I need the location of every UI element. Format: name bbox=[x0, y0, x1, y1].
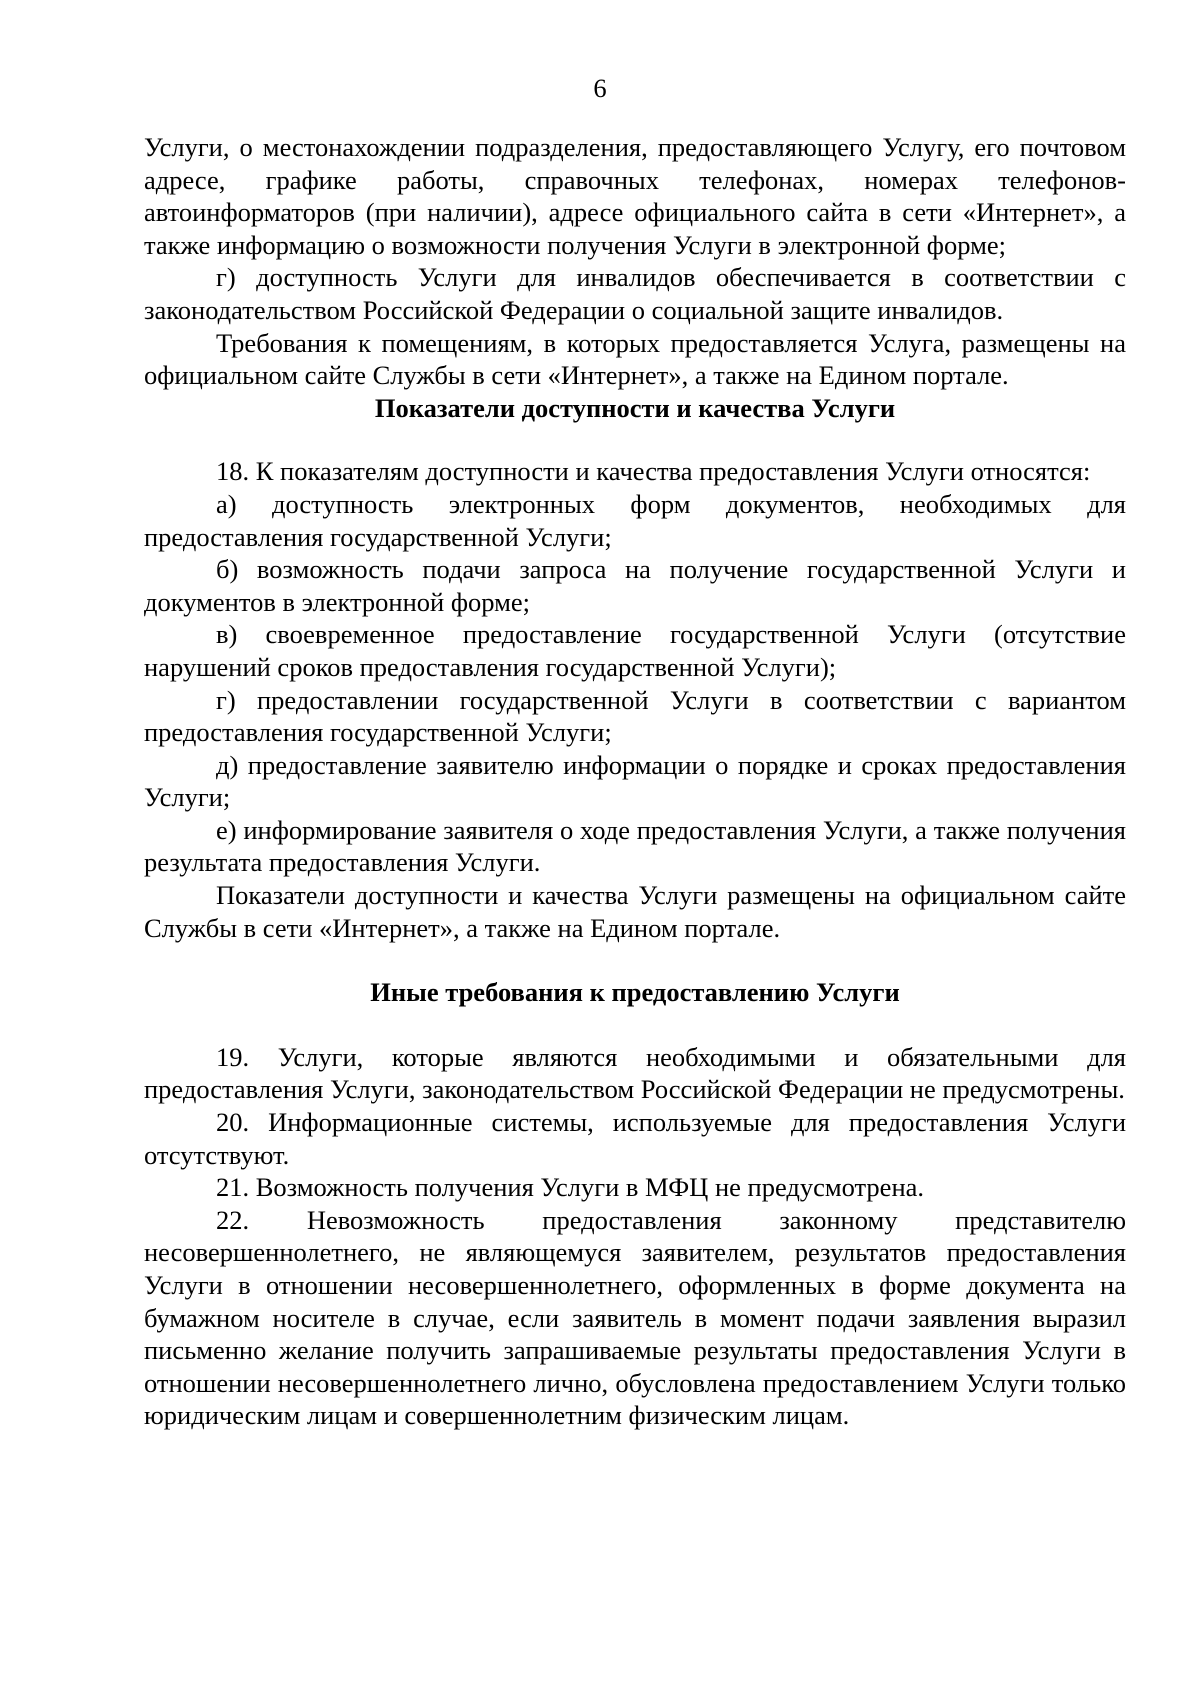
paragraph-19: 19. Услуги, которые являются необходимыми и обязательными для предоставления Услуги, законодательством Российской Федерации не предусмотрены. bbox=[144, 1041, 1126, 1105]
paragraph-21: 21. Возможность получения Услуги в МФЦ не предусмотрена. bbox=[216, 1172, 925, 1203]
paragraph-22: 22. Невозможность предоставления законному представителю несовершеннолетнего, не являющемуся заявителем, результатов предоставления Услуги в отношении несовершеннолетнего, оформленных в форме документа на бумажном носителе в случае, если заявитель в момент подачи заявления выразил письменно желание получить запрашиваемые результаты предоставления Услуги в отношении несовершеннолетнего лично, обусловлена предоставлением Услуги только юридическим лицам и совершеннолетним физическим лицам. bbox=[144, 1204, 1126, 1431]
section-heading-accessibility-quality: Показатели доступности и качества Услуги bbox=[374, 392, 896, 423]
paragraph-18-a: а) доступность электронных форм документов, необходимых для предоставления государственной Услуги; bbox=[144, 488, 1126, 552]
page-number: 6 bbox=[593, 73, 607, 103]
paragraph-item-g-accessibility: г) доступность Услуги для инвалидов обеспечивается в соответствии с законодательством Российской Федерации о социальной защите инвалидов. bbox=[144, 262, 1126, 325]
paragraph-20: 20. Информационные системы, используемые для предоставления Услуги отсутствуют. bbox=[144, 1107, 1126, 1170]
paragraph-indicators-published: Показатели доступности и качества Услуги размещены на официальном сайте Службы в сети «Интернет», а также на Едином портале. bbox=[144, 880, 1126, 943]
paragraph-18: 18. К показателям доступности и качества предоставления Услуги относятся: bbox=[216, 456, 1091, 487]
paragraph-continuation: Услуги, о местонахождении подразделения, предоставляющего Услугу, его почтовом адресе, графике работы, справочных телефонах, номерах телефонов-автоинформаторов (при наличии), адресе официального сайта в сети «Интернет», а также информацию о возможности получения Услуги в электронной форме; bbox=[144, 132, 1126, 260]
paragraph-18-e: е) информирование заявителя о ходе предоставления Услуги, а также получения результата предоставления Услуги. bbox=[144, 814, 1126, 878]
paragraph-premises-requirements: Требования к помещениям, в которых предоставляется Услуга, размещены на официальном сайте Службы в сети «Интернет», а также на Едином портале. bbox=[144, 327, 1126, 391]
paragraph-18-d: д) предоставление заявителю информации о порядке и сроках предоставления Услуги; bbox=[144, 749, 1126, 813]
paragraph-18-b: б) возможность подачи запроса на получение государственной Услуги и документов в электронной форме; bbox=[144, 554, 1126, 617]
paragraph-18-v: в) своевременное предоставление государственной Услуги (отсутствие нарушений сроков предоставления государственной Услуги); bbox=[144, 619, 1126, 682]
document-body bbox=[144, 131, 1126, 1432]
section-heading-other-requirements: Иные требования к предоставлению Услуги bbox=[370, 977, 900, 1008]
paragraph-18-g: г) предоставлении государственной Услуги в соответствии с вариантом предоставления государственной Услуги; bbox=[144, 684, 1126, 748]
